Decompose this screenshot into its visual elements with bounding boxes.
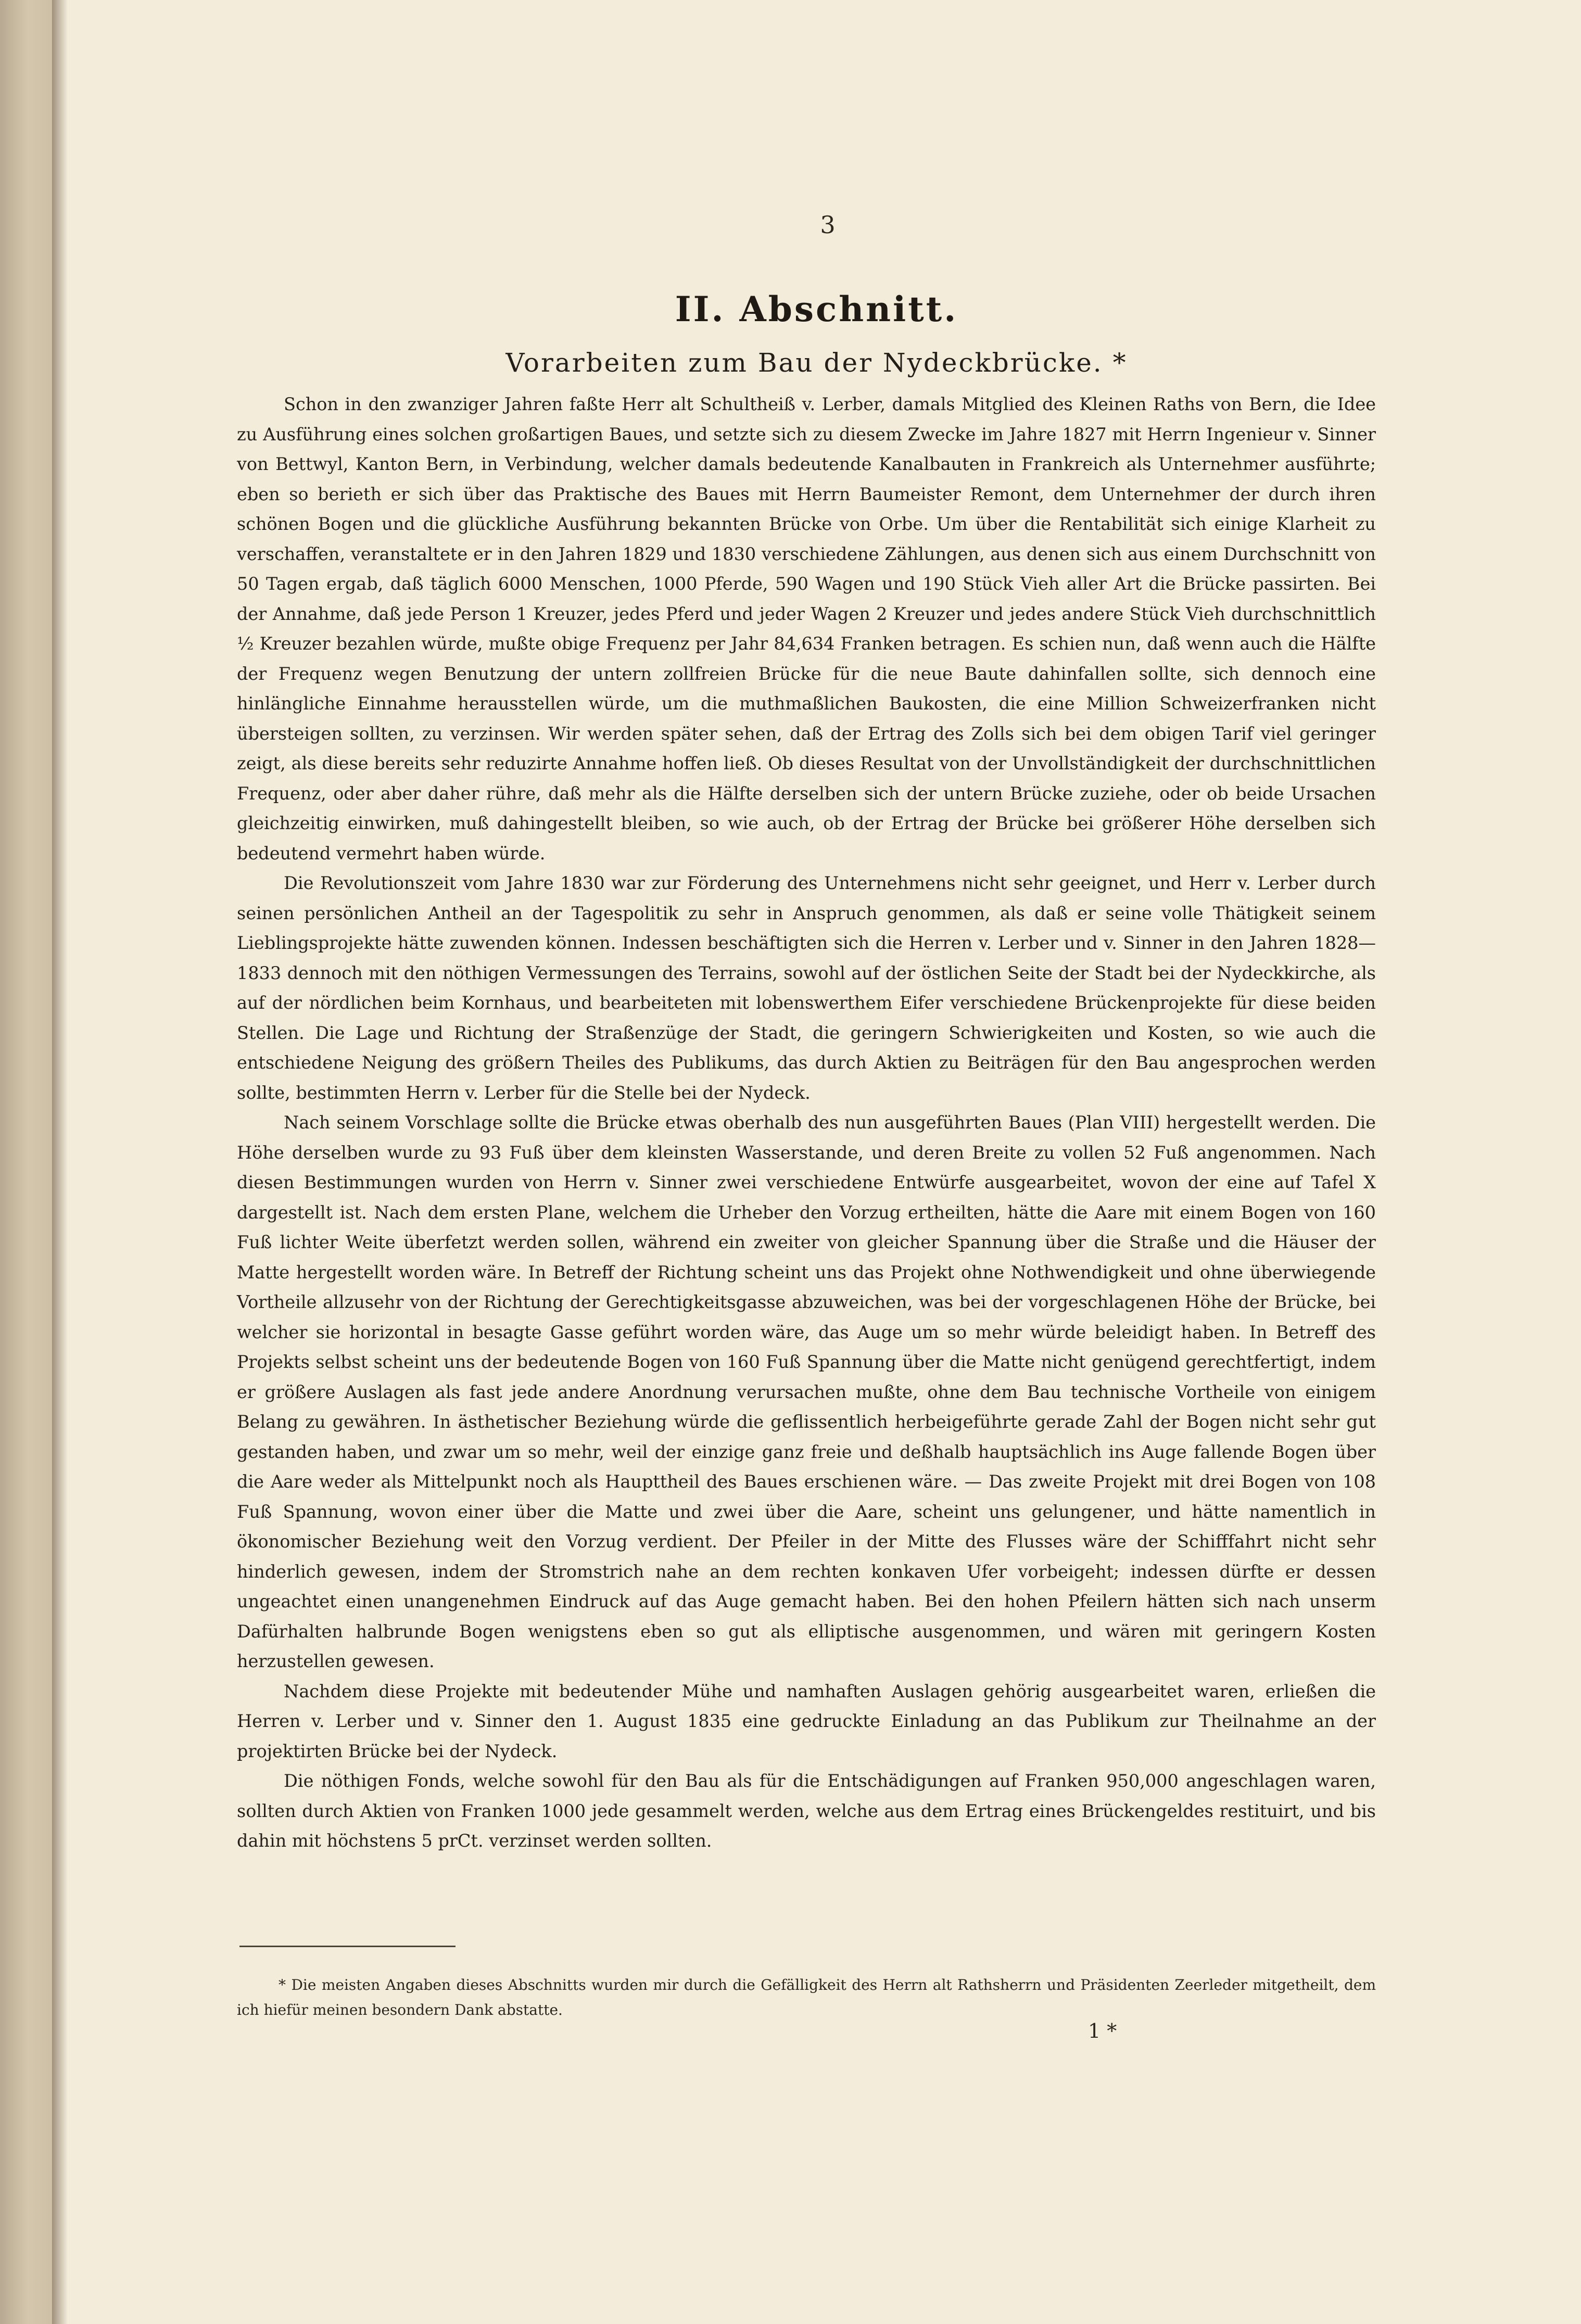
spine-shadow [52, 0, 68, 2324]
paragraph: Nach seinem Vorschlage sollte die Brücke etwas oberhalb des nun ausgeführten Baues (Plan VIII) hergestellt werden. Die Höhe derselben wurde zu 93 Fuß über dem kleinsten Wasserstande, und deren Breite zu vollen 52 Fuß angenommen. Nach diesen Bestimmungen wurden von Herrn v. Sinner zwei verschiedene Entwürfe ausgearbeitet, wovon der eine auf Tafel X dargestellt ist. Nach dem ersten Plane, welchem die Urheber den Vorzug ertheilten, hätte die Aare mit einem Bogen von 160 Fuß lichter Weite überfetzt werden sollen, während ein zweiter von gleicher Spannung über die Straße und die Häuser der Matte hergestellt worden wäre. In Betreff der Richtung scheint uns das Projekt ohne Nothwendigkeit und ohne überwiegende Vortheile allzusehr von der Richtung der Gerechtigkeitsgasse abzuweichen, was bei der vorgeschlagenen Höhe der Brücke, bei welcher sie horizontal in besagte Gasse geführt worden wäre, das Auge um so mehr würde beleidigt haben. In Betreff des Projekts selbst scheint uns der bedeutende Bogen von 160 Fuß Spannung über die Matte nicht genügend gerechtfertigt, indem er größere Auslagen als fast jede andere Anordnung verursachen mußte, ohne dem Bau technische Vortheile von einigem Belang zu gewähren. In ästhetischer Beziehung würde die geflissentlich herbeigeführte gerade Zahl der Bogen nicht sehr gut gestanden haben, und zwar um so mehr, weil der einzige ganz freie und deßhalb hauptsächlich ins Auge fallende Bogen über die Aare weder als Mittelpunkt noch als Haupttheil des Baues erschienen wäre. — Das zweite Projekt mit drei Bogen von 108 Fuß Spannung, wovon einer über die Matte und zwei über die Aare, scheint uns gelungener, und hätte namentlich in ökonomischer Beziehung weit den Vorzug verdient. Der Pfeiler in der Mitte des Flusses wäre der Schifffahrt nicht sehr hinderlich gewesen, indem der Stromstrich nahe an dem rechten konkaven Ufer vorbeigeht; indessen dürfte er dessen ungeachtet einen unangenehmen Eindruck auf das Auge gemacht haben. Bei den hohen Pfeilern hätten sich nach unserm Dafürhalten halbrunde Bogen wenigstens eben so gut als elliptische ausgenommen, und wären mit geringern Kosten herzustellen gewesen. [237, 1112, 1376, 1671]
signature-mark: 1 * [1088, 2020, 1117, 2042]
paragraph: Die Revolutionszeit vom Jahre 1830 war zur Förderung des Unternehmens nicht sehr geeignet, und Herr v. Lerber durch seinen persönlichen Antheil an der Tagespolitik zu sehr in Anspruch genommen, als daß er seine volle Thätigkeit seinem Lieblingsprojekte hätte zuwenden können. Indessen beschäftigten sich die Herren v. Lerber und v. Sinner in den Jahren 1828—1833 dennoch mit den nöthigen Vermessungen des Terrains, sowohl auf der östlichen Seite der Stadt bei der Nydeckkirche, als auf der nördlichen beim Kornhaus, und bearbeiteten mit lobenswerthem Eifer verschiedene Brückenprojekte für diese beiden Stellen. Die Lage und Richtung der Straßenzüge der Stadt, die geringern Schwierigkeiten und Kosten, so wie auch die entschiedene Neigung des größern Theiles des Publikums, das durch Aktien zu Beiträgen für den Bau angesprochen werden sollte, bestimmten Herrn v. Lerber für die Stelle bei der Nydeck. [237, 873, 1376, 1103]
book-page [52, 0, 1581, 2324]
previous-page-edge [0, 0, 52, 2324]
footnote-divider [239, 1946, 456, 1947]
paragraph: Nachdem diese Projekte mit bedeutender Mühe und namhaften Auslagen gehörig ausgearbeitet waren, erließen die Herren v. Lerber und v. Sinner den 1. August 1835 eine gedruckte Einladung an das Publikum zur Theilnahme an der projektirten Brücke bei der Nydeck. [237, 1681, 1376, 1761]
footnote: * Die meisten Angaben dieses Abschnitts wurden mir durch die Gefälligkeit des Herrn alt Rathsherrn und Präsidenten Zeerleder mitgetheilt, dem ich hiefür meinen besondern Dank abstatte. [237, 1976, 1376, 2018]
paragraph: Die nöthigen Fonds, welche sowohl für den Bau als für die Entschädigungen auf Franken 950,000 angeschlagen waren, sollten durch Aktien von Franken 1000 jede gesammelt werden, welche aus dem Ertrag eines Brückengeldes restituirt, und bis dahin mit höchstens 5 prCt. verzinset werden sollten. [237, 1771, 1376, 1851]
page-number: 3 [820, 211, 836, 239]
paragraph: Schon in den zwanziger Jahren faßte Herr alt Schultheiß v. Lerber, damals Mitglied des Kleinen Raths von Bern, die Idee zu Ausführung eines solchen großartigen Baues, und setzte sich zu diesem Zwecke im Jahre 1827 mit Herrn Ingenieur v. Sinner von Bettwyl, Kanton Bern, in Verbindung, welcher damals bedeutende Kanalbauten in Frankreich als Unternehmer ausführte; eben so berieth er sich über das Praktische des Baues mit Herrn Baumeister Remont, dem Unternehmer der durch ihren schönen Bogen und die glückliche Ausführung bekannten Brücke von Orbe. Um über die Rentabilität sich einige Klarheit zu verschaffen, veranstaltete er in den Jahren 1829 und 1830 verschiedene Zählungen, aus denen sich aus einem Durchschnitt von 50 Tagen ergab, daß täglich 6000 Menschen, 1000 Pferde, 590 Wagen und 190 Stück Vieh aller Art die Brücke passirten. Bei der Annahme, daß jede Person 1 Kreuzer, jedes Pferd und jeder Wagen 2 Kreuzer und jedes andere Stück Vieh durchschnittlich ½ Kreuzer bezahlen würde, mußte obige Frequenz per Jahr 84,634 Franken betragen. Es schien nun, daß wenn auch die Hälfte der Frequenz wegen Benutzung der untern zollfreien Brücke für die neue Baute dahinfallen sollte, sich dennoch eine hinlängliche Einnahme herausstellen würde, um die muthmaßlichen Baukosten, die eine Million Schweizerfranken nicht übersteigen sollten, zu verzinsen. Wir werden später sehen, daß der Ertrag des Zolls sich bei dem obigen Tarif viel geringer zeigt, als diese bereits sehr reduzirte Annahme hoffen ließ. Ob dieses Resultat von der Unvollständigkeit der durchschnittlichen Frequenz, oder aber daher rühre, daß mehr als die Hälfte derselben sich der untern Brücke zuziehe, oder ob beide Ursachen gleichzeitig einwirken, muß dahingestellt bleiben, so wie auch, ob der Ertrag der Brücke bei größerer Höhe derselben sich bedeutend vermehrt haben würde. [237, 394, 1376, 863]
section-title: II. Abschnitt. [675, 289, 958, 329]
body-text [237, 389, 1376, 1856]
section-subtitle: Vorarbeiten zum Bau der Nydeckbrücke. * [505, 348, 1128, 378]
